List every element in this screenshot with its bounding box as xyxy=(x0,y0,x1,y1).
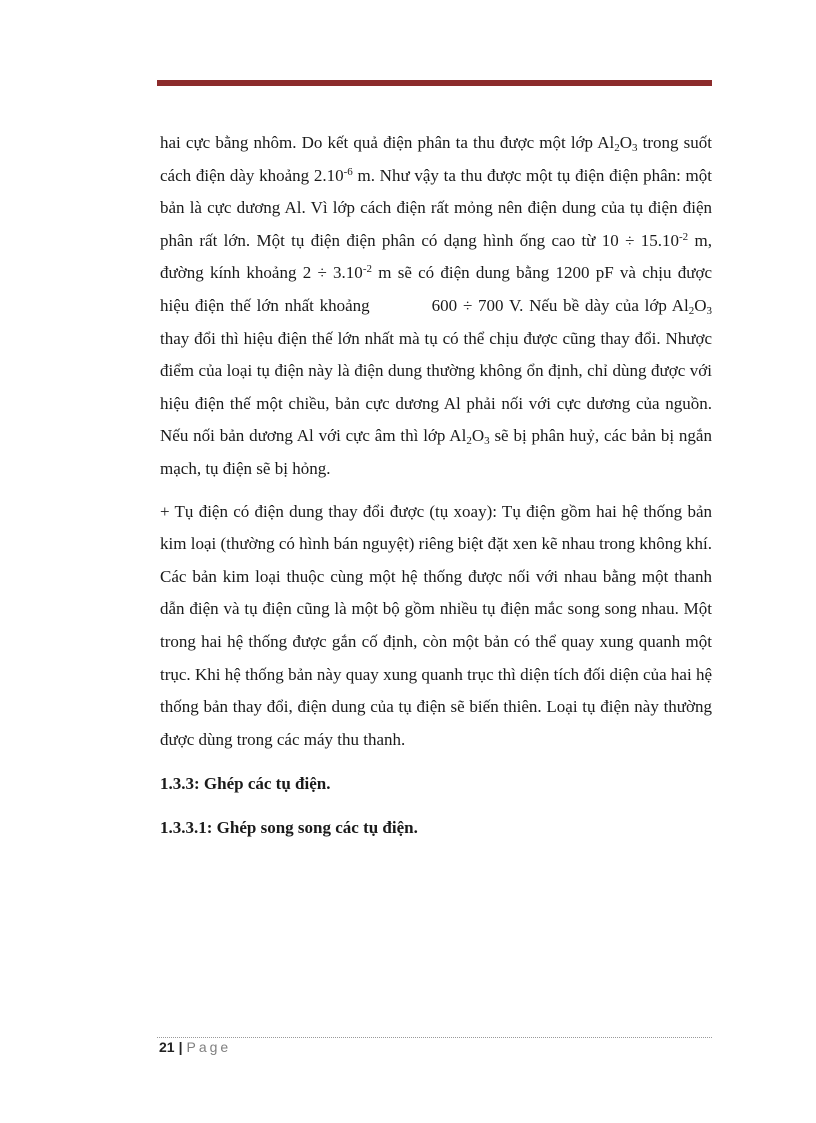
header-rule xyxy=(157,80,712,86)
page-content xyxy=(160,127,712,844)
paragraph-electrolytic-capacitor: hai cực bằng nhôm. Do kết quả điện phân ta thu được một lớp $Al_2O_3$ trong suốt cách điện dày khoảng $2.10^{-6}$ m. Như vậy ta thu được một tụ điện điện phân: một bản là cực dương Al. Vì lớp cách điện rất mỏng nên điện dung của tụ điện điện phân rất lớn. Một tụ điện điện phân có dạng hình ống cao từ $10 \div 15.10^{-2}$ m, đường kính khoảng $2 \div 3.10^{-2}$ m sẽ có điện dung bằng 1200 pF và chịu được hiệu điện thế lớn nhất khoảng 600 ÷ 700 V. Nếu bề dày của lớp $Al_2O_3$ thay đổi thì hiệu điện thế lớn nhất mà tụ có thể chịu được cũng thay đổi. Nhược điểm của loại tụ điện này là điện dung thường không ổn định, chỉ dùng được với hiệu điện thế một chiều, bản cực dương Al phải nối với cực dương của nguồn. Nếu nối bản dương Al với cực âm thì lớp $Al_2O_3$ sẽ bị phân huỷ, các bản bị ngắn mạch, tụ điện sẽ bị hỏng. xyxy=(160,133,713,478)
section-heading-capacitor-combination: 1.3.3: Ghép các tụ điện. xyxy=(160,774,331,794)
page-footer xyxy=(159,1039,231,1055)
page-label: Page xyxy=(186,1039,232,1055)
subsection-heading-parallel: 1.3.3.1: Ghép song song các tụ điện. xyxy=(160,818,418,838)
footer-divider xyxy=(157,1037,712,1038)
footer-separator: | xyxy=(178,1039,183,1055)
page-number: 21 xyxy=(159,1039,175,1055)
paragraph-variable-capacitor: + Tụ điện có điện dung thay đổi được (tụ xoay): Tụ điện gồm hai hệ thống bản kim loại (thường có hình bán nguyệt) riêng biệt đặt xen kẽ nhau trong không khí. Các bản kim loại thuộc cùng một hệ thống được nối với nhau bằng một thanh dẫn điện và tụ điện cũng là một bộ gồm nhiều tụ điện mắc song song nhau. Một trong hai hệ thống được gắn cố định, còn một bản có thể quay xung quanh một trục. Khi hệ thống bản này quay xung quanh trục thì diện tích đối diện của hai hệ thống bản thay đổi, điện dung của tụ điện sẽ biến thiên. Loại tụ điện này thường được dùng trong các máy thu thanh. xyxy=(160,501,712,749)
